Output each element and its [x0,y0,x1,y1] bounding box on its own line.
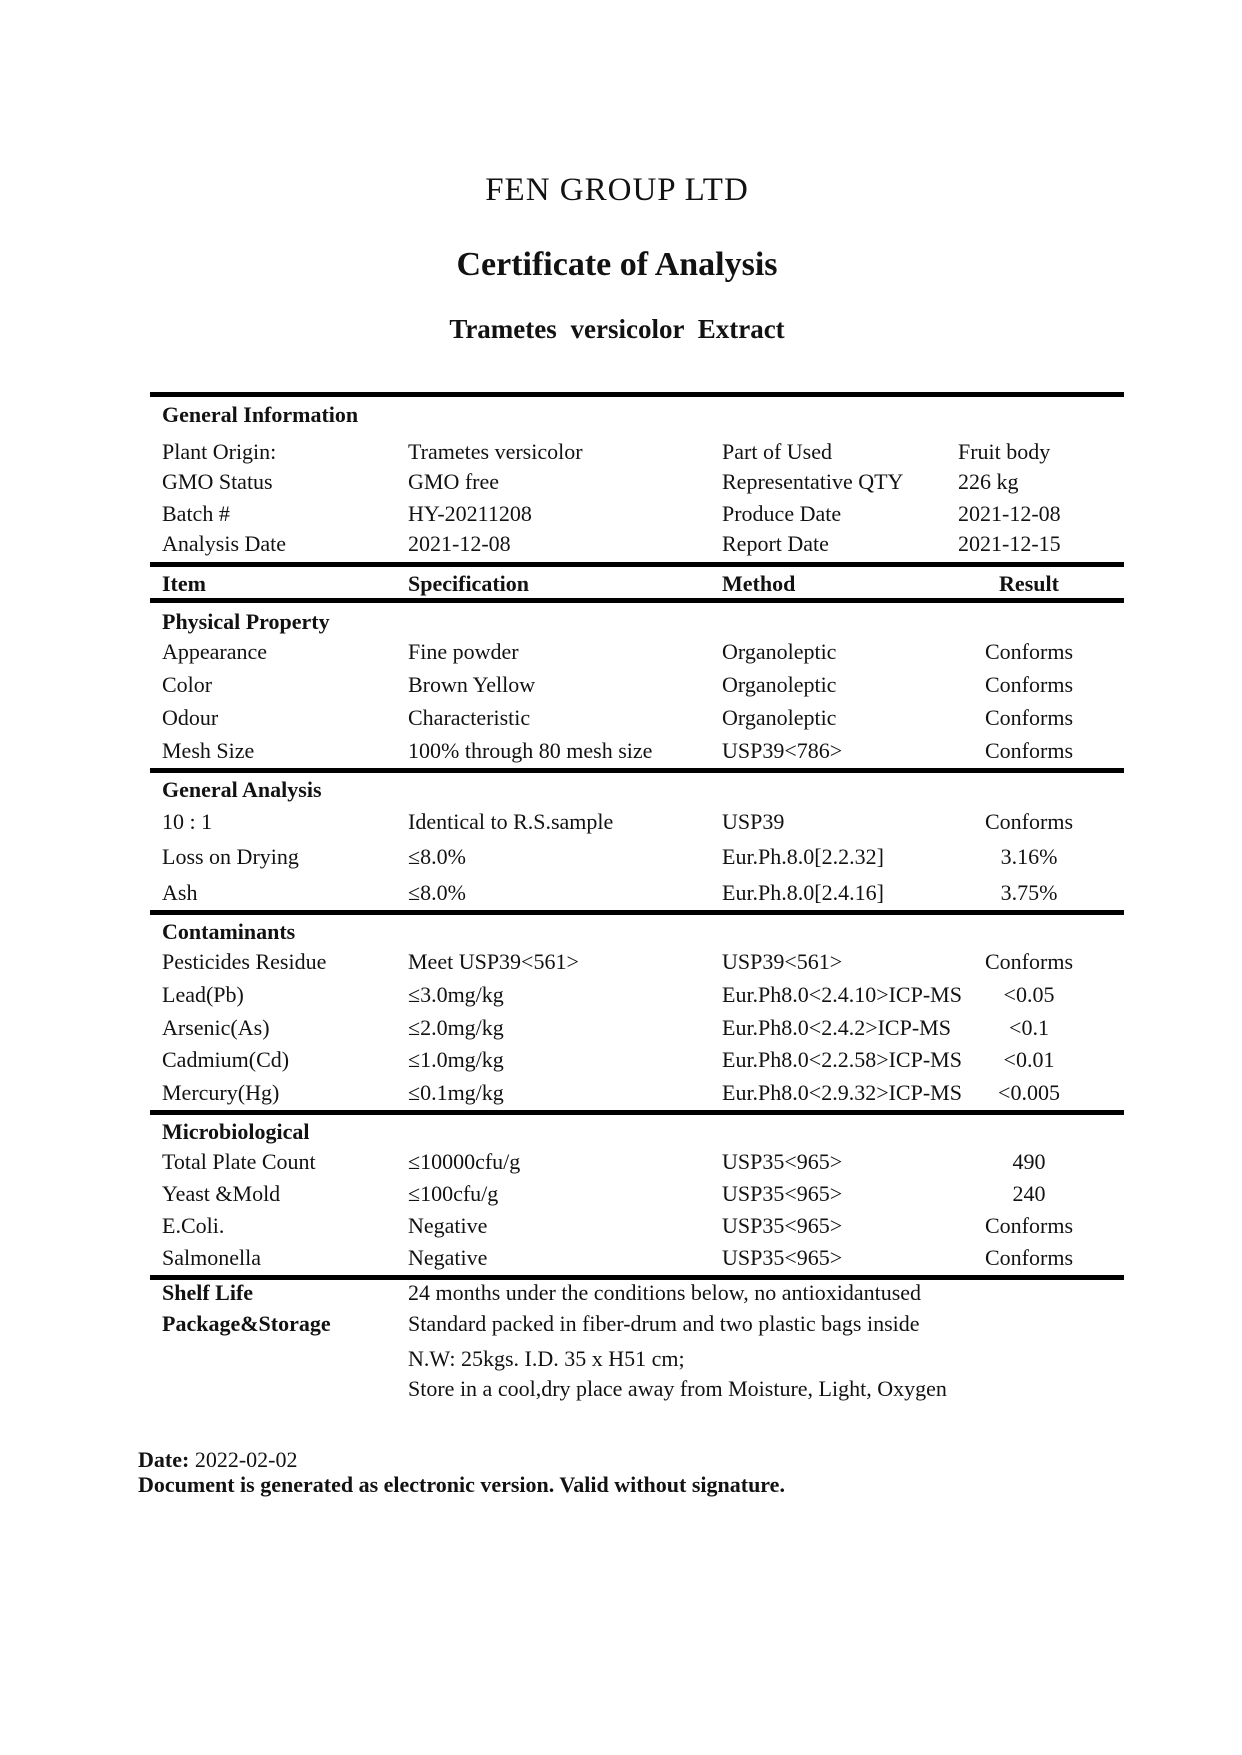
cell-item: Salmonella [162,1245,261,1270]
cell-item: Arsenic(As) [162,1015,270,1040]
cell-spec: 100% through 80 mesh size [408,738,653,763]
package-storage-label: Package&Storage [162,1311,331,1336]
cell-spec: Negative [408,1245,488,1270]
cell-spec: Identical to R.S.sample [408,809,614,834]
cell-method: USP39<786> [722,738,843,763]
cell-method: Eur.Ph8.0<2.4.2>ICP-MS [722,1015,951,1040]
column-header-row [150,572,1124,598]
cell-method: Eur.Ph8.0<2.2.58>ICP-MS [722,1047,962,1072]
cell-method: USP39 [722,809,785,834]
section-title-contaminants: Contaminants [162,919,296,944]
shelf-life-label: Shelf Life [162,1280,254,1305]
cell-spec: Brown Yellow [408,672,536,697]
column-header-method: Method [722,571,796,596]
cell-method: USP35<965> [722,1213,843,1238]
cell-result: Conforms [985,809,1073,834]
cell-method: Organoleptic [722,705,837,730]
document-title: Certificate of Analysis [456,246,778,283]
shelf-life-row [150,1281,1124,1307]
cell-item: Color [162,672,213,697]
cell-result: <0.01 [1003,1047,1055,1072]
cell-item: Pesticides Residue [162,949,327,974]
table-row [150,950,1124,976]
cell-item: Yeast &Mold [162,1181,281,1206]
general-info-row [150,470,1124,496]
section-title-microbiological: Microbiological [162,1119,310,1144]
cell-item: Mesh Size [162,738,255,763]
cell-spec: ≤0.1mg/kg [408,1080,504,1105]
product-name: Trametes versicolor Extract [449,314,785,344]
general-info-row [150,532,1124,558]
table-row [150,706,1124,732]
footer-note: Document is generated as electronic version. Valid without signature. [138,1472,785,1497]
cell-item: Appearance [162,639,268,664]
package-weight-dimensions: N.W: 25kgs. I.D. 35 x H51 cm; [408,1346,685,1371]
table-row [150,810,1124,836]
cell-result: Conforms [985,1213,1073,1238]
gi-label-right: Representative QTY [722,469,904,494]
table-row [150,845,1124,871]
cell-item: E.Coli. [162,1213,225,1238]
section-title-general-analysis: General Analysis [162,777,322,802]
column-header-item: Item [162,571,206,596]
column-header-specification: Specification [408,571,529,596]
table-row [150,673,1124,699]
cell-spec: ≤3.0mg/kg [408,982,504,1007]
table-row [150,640,1124,666]
cell-result: <0.005 [998,1080,1060,1105]
gi-label-right: Produce Date [722,501,842,526]
cell-item: Ash [162,880,198,905]
rule-below-header [150,598,1124,603]
cell-spec: ≤2.0mg/kg [408,1015,504,1040]
table-row [150,881,1124,907]
cell-result: 240 [1012,1181,1046,1206]
cell-result: 3.16% [1000,844,1058,869]
company-name: FEN GROUP LTD [485,172,749,208]
cell-method: USP39<561> [722,949,843,974]
footer-date-line [138,1448,297,1472]
gi-value-right: Fruit body [958,439,1051,464]
cell-spec: Fine powder [408,639,519,664]
cell-result: 3.75% [1000,880,1058,905]
cell-result: 490 [1012,1149,1046,1174]
general-info-row [150,502,1124,528]
date-label: Date: [138,1447,190,1472]
gi-label-right: Part of Used [722,439,832,464]
cell-method: USP35<965> [722,1149,843,1174]
section-title-general-information: General Information [162,402,359,427]
section-title-physical-property: Physical Property [162,609,330,634]
analysis-table [150,392,1124,1407]
column-header-result: Result [999,571,1059,596]
gi-label-left: Analysis Date [162,531,287,556]
gi-label-left: Plant Origin: [162,439,277,464]
cell-item: Mercury(Hg) [162,1080,280,1105]
cell-method: Eur.Ph.8.0[2.4.16] [722,880,884,905]
cell-method: Eur.Ph8.0<2.4.10>ICP-MS [722,982,962,1007]
cell-method: Organoleptic [722,639,837,664]
gi-value-right: 226 kg [958,469,1019,494]
cell-result: Conforms [985,1245,1073,1270]
cell-item: Lead(Pb) [162,982,244,1007]
package-storage-value: Standard packed in fiber-drum and two plastic bags inside [408,1311,920,1336]
cell-item: Odour [162,705,219,730]
gi-label-left: GMO Status [162,469,273,494]
cell-result: <0.05 [1003,982,1055,1007]
cell-item: 10 : 1 [162,809,213,834]
gi-label-right: Report Date [722,531,829,556]
cell-item: Loss on Drying [162,844,299,869]
cell-result: <0.1 [1009,1015,1049,1040]
table-row [150,739,1124,765]
table-row [150,1150,1124,1176]
cell-spec: Characteristic [408,705,531,730]
gi-value-left: HY-20211208 [408,501,532,526]
table-row [150,983,1124,1009]
cell-item: Cadmium(Cd) [162,1047,290,1072]
package-storage-line2 [150,1347,1124,1373]
rule-after-general-analysis [150,910,1124,915]
package-storage-line3 [150,1377,1124,1403]
gi-value-left: Trametes versicolor [408,439,583,464]
cell-spec: ≤100cfu/g [408,1181,499,1206]
rule-top [150,392,1124,397]
table-row [150,1048,1124,1074]
rule-after-contaminants [150,1110,1124,1115]
table-row [150,1081,1124,1107]
gi-label-left: Batch # [162,501,230,526]
package-storage-row [150,1312,1124,1338]
storage-conditions: Store in a cool,dry place away from Moisture, Light, Oxygen [408,1376,947,1401]
cell-method: Eur.Ph8.0<2.9.32>ICP-MS [722,1080,962,1105]
rule-above-header [150,562,1124,567]
cell-method: USP35<965> [722,1245,843,1270]
gi-value-left: GMO free [408,469,500,494]
table-row [150,1246,1124,1272]
rule-after-physical [150,768,1124,773]
cell-result: Conforms [985,738,1073,763]
cell-spec: ≤8.0% [408,880,466,905]
cell-spec: ≤1.0mg/kg [408,1047,504,1072]
table-row [150,1016,1124,1042]
cell-result: Conforms [985,949,1073,974]
table-row [150,1214,1124,1240]
cell-result: Conforms [985,639,1073,664]
general-info-row [150,440,1124,466]
gi-value-right: 2021-12-15 [958,531,1061,556]
gi-value-right: 2021-12-08 [958,501,1061,526]
table-row [150,1182,1124,1208]
cell-method: Eur.Ph.8.0[2.2.32] [722,844,884,869]
cell-spec: ≤10000cfu/g [408,1149,521,1174]
cell-result: Conforms [985,672,1073,697]
cell-result: Conforms [985,705,1073,730]
gi-value-left: 2021-12-08 [408,531,511,556]
cell-method: Organoleptic [722,672,837,697]
cell-item: Total Plate Count [162,1149,316,1174]
date-value: 2022-02-02 [194,1447,298,1472]
cell-spec: Negative [408,1213,488,1238]
shelf-life-value: 24 months under the conditions below, no antioxidantused [408,1280,922,1305]
cell-method: USP35<965> [722,1181,843,1206]
cell-spec: ≤8.0% [408,844,466,869]
cell-spec: Meet USP39<561> [408,949,579,974]
